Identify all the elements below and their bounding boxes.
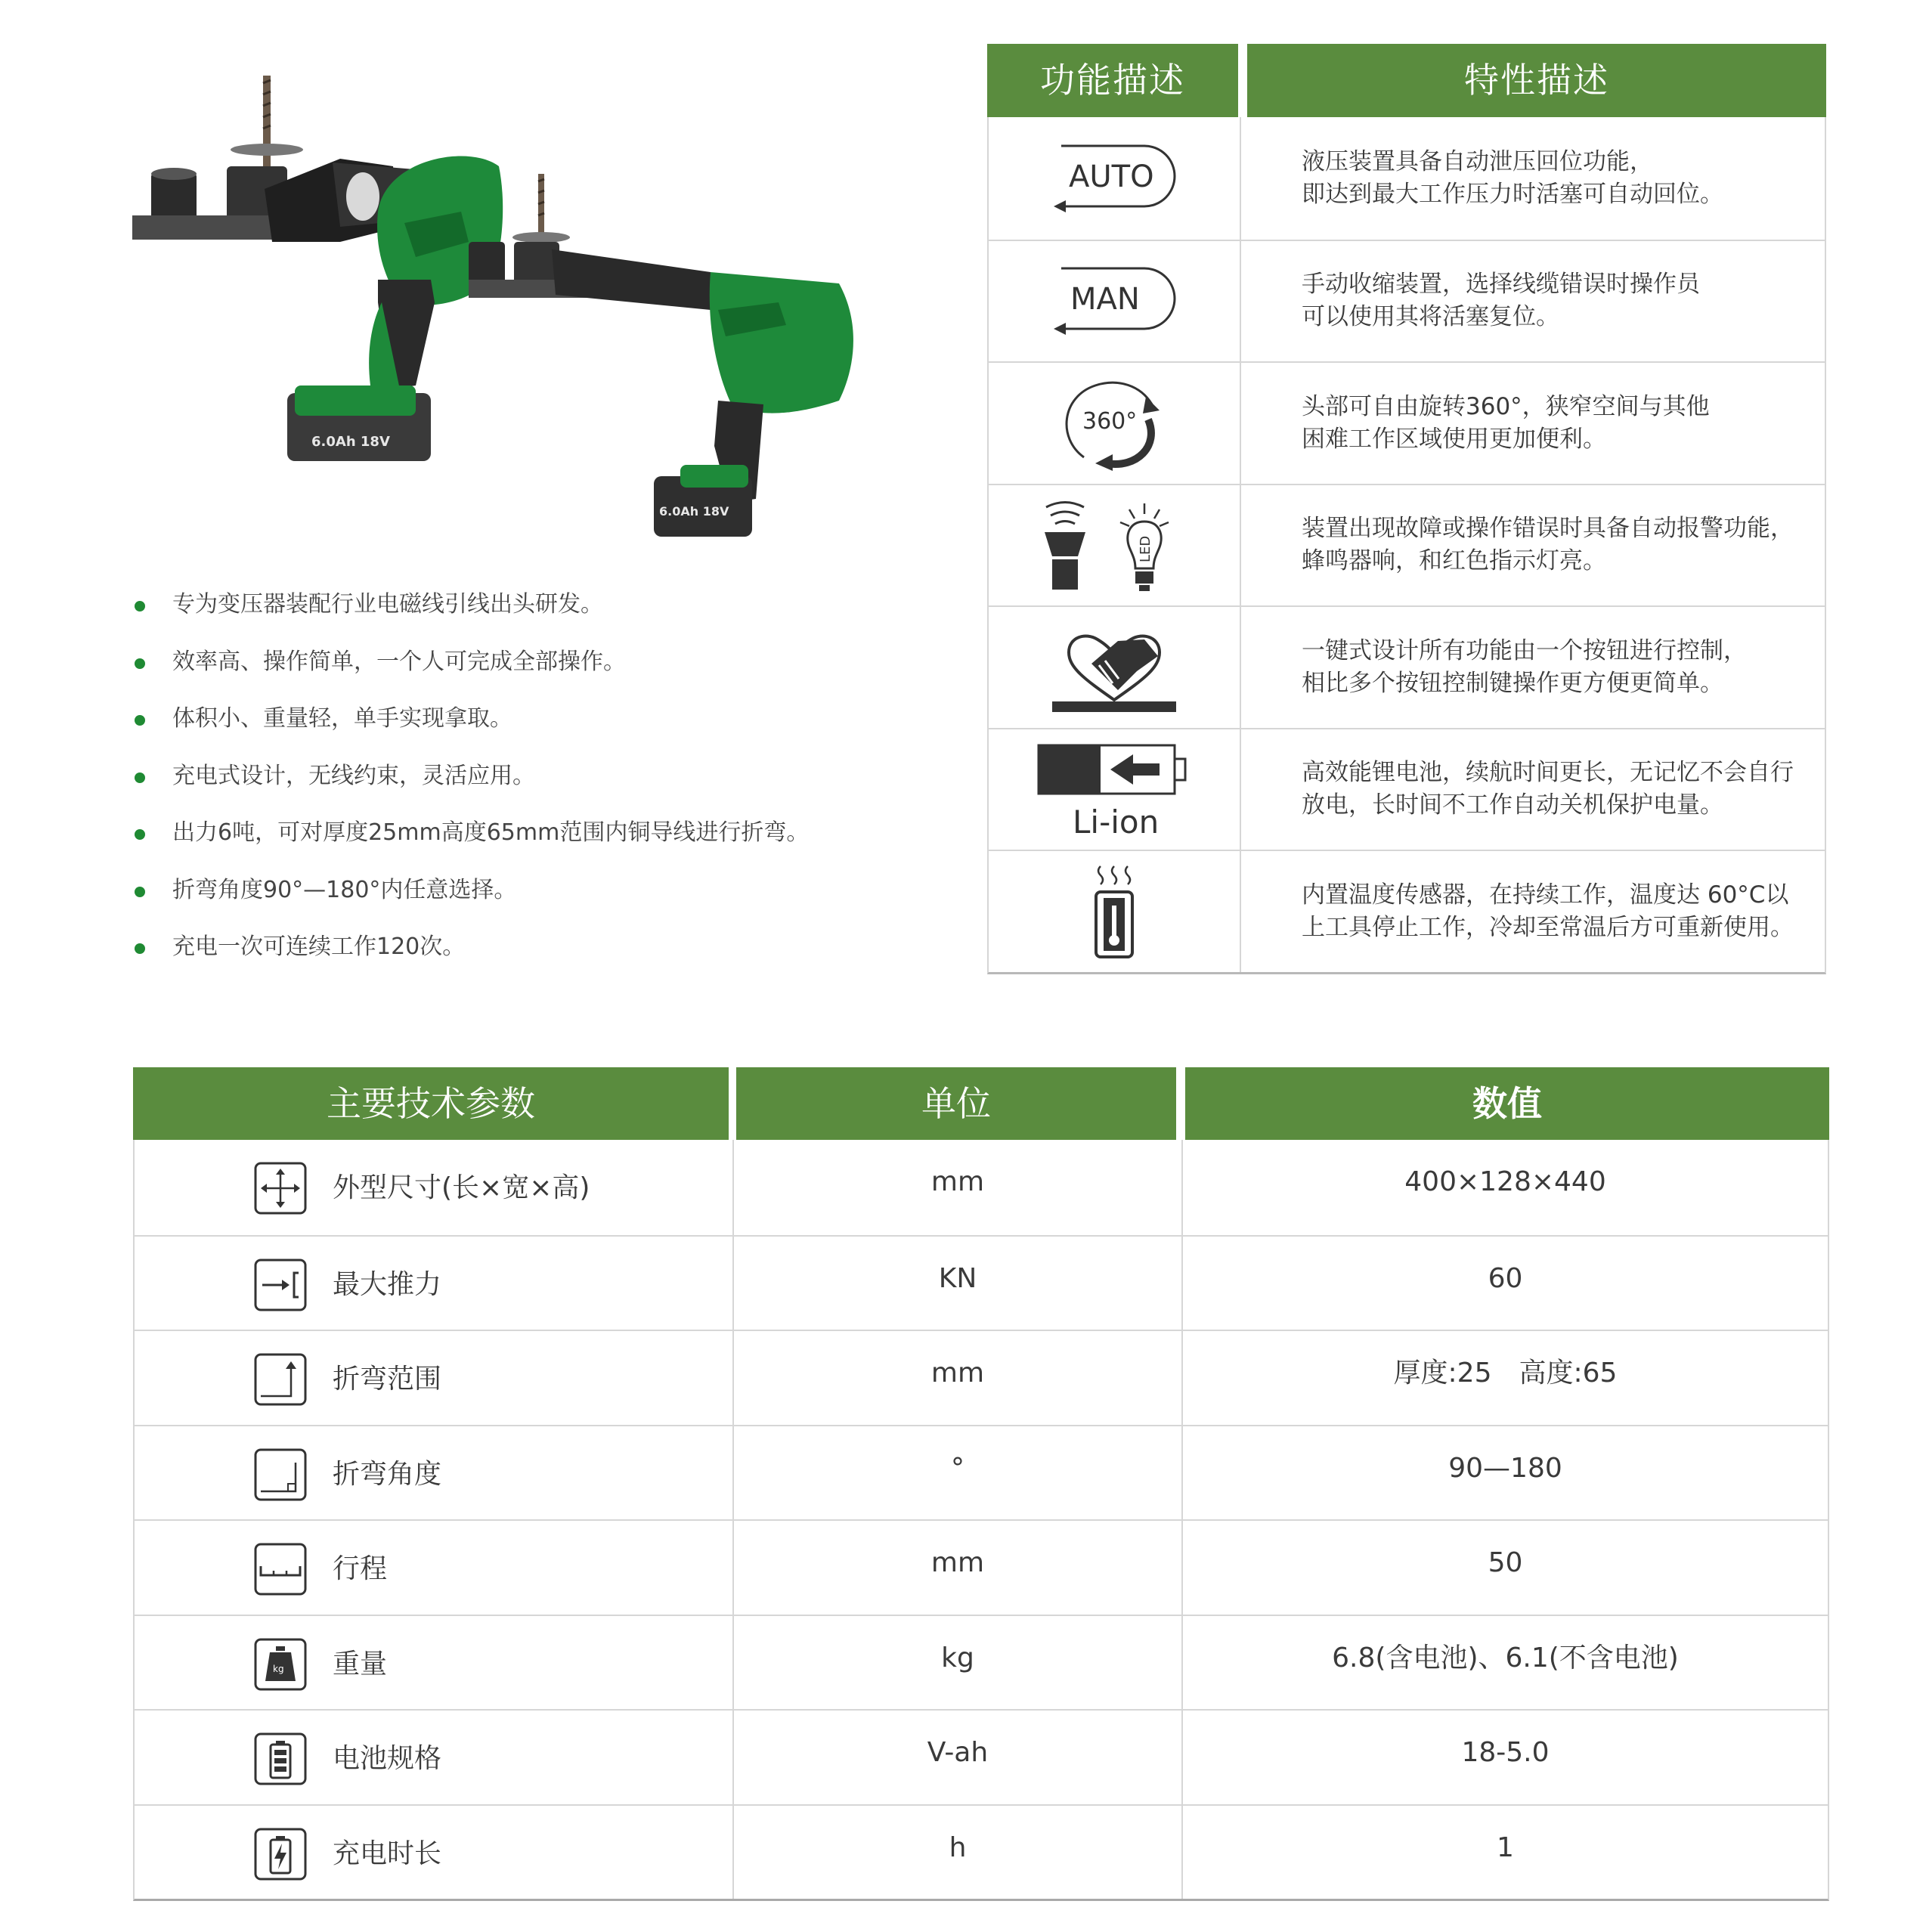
bend-angle-icon: [253, 1447, 308, 1502]
parameter-name: 行程: [333, 1553, 388, 1584]
feature-row-rotate: [989, 361, 1825, 484]
bullet-dot: [135, 658, 145, 669]
bullet-item: 折弯角度90°—180°内任意选择。: [135, 874, 928, 931]
bending-tool-right: [469, 174, 853, 537]
table-row: [135, 1330, 1828, 1425]
value-cell: 6.8(含电池)、6.1(不含电池): [1332, 1642, 1679, 1673]
feature-row-auto: [989, 117, 1825, 240]
unit-cell: KN: [734, 1237, 1183, 1330]
svg-text:Li-ion: Li-ion: [1073, 803, 1160, 841]
table-row: [135, 1425, 1828, 1520]
svg-text:MAN: MAN: [1070, 282, 1140, 317]
spec-table: [133, 1067, 1829, 1901]
table-row: [135, 1804, 1828, 1899]
svg-text:LED: LED: [1138, 535, 1153, 563]
bending-tool-left: [132, 76, 503, 461]
battery-label-right: 6.0Ah 18V: [659, 504, 729, 519]
header-characteristic: 特性描述: [1247, 44, 1826, 117]
battery-spec-icon: [253, 1732, 308, 1786]
parameter-name: 折弯角度: [333, 1458, 442, 1490]
unit-cell: mm: [734, 1331, 1183, 1425]
parameter-name: 重量: [333, 1648, 388, 1680]
bullet-dot: [135, 943, 145, 954]
unit-cell: °: [734, 1426, 1183, 1520]
feature-description: 一键式设计所有功能由一个按钮进行控制， 相比多个按钮控制键操作更方便更简单。: [1302, 636, 1747, 697]
unit-cell: h: [734, 1806, 1183, 1899]
bullet-item: 充电式设计，无线约束，灵活应用。: [135, 760, 928, 817]
bullet-dot: [135, 887, 145, 897]
header-unit: 单位: [736, 1067, 1176, 1140]
table-row: [135, 1140, 1828, 1235]
auto-return-icon: [989, 117, 1241, 240]
value-cell: 60: [1488, 1262, 1523, 1294]
stroke-icon: [253, 1542, 308, 1596]
weight-icon: [253, 1637, 308, 1692]
header-function: 功能描述: [987, 44, 1238, 117]
svg-text:kg: kg: [273, 1663, 284, 1674]
parameter-name: 最大推力: [333, 1268, 442, 1300]
feature-bullet-list: [135, 588, 928, 988]
feature-table-header: [987, 44, 1826, 117]
unit-cell: mm: [734, 1521, 1183, 1615]
unit-cell: mm: [734, 1140, 1183, 1235]
bullet-item: 专为变压器装配行业电磁线引线出头研发。: [135, 588, 928, 646]
tool-illustrations: [113, 53, 892, 552]
feature-description: 高效能锂电池，续航时间更长，无记忆不会自行 放电，长时间不工作自动关机保护电量。: [1302, 759, 1794, 819]
max-force-icon: [253, 1258, 308, 1312]
rotate-360-icon: [989, 363, 1241, 484]
feature-table-body: [987, 117, 1826, 974]
bullet-dot: [135, 772, 145, 783]
parameter-name: 外型尺寸(长×宽×高): [333, 1172, 590, 1203]
feature-description: 内置温度传感器，在持续工作，温度达 60°C以 上工具停止工作，冷却至常温后方可重新使用。: [1302, 881, 1794, 941]
value-cell: 90—180: [1448, 1452, 1562, 1484]
bullet-dot: [135, 715, 145, 726]
one-button-icon: [989, 607, 1241, 728]
bullet-item: 体积小、重量轻，单手实现拿取。: [135, 702, 928, 760]
svg-text:360°: 360°: [1082, 407, 1138, 435]
charge-time-icon: [253, 1827, 308, 1881]
value-cell: 400×128×440: [1404, 1166, 1606, 1197]
value-cell: 50: [1488, 1547, 1523, 1578]
parameter-name: 折弯范围: [333, 1364, 442, 1395]
bend-range-icon: [253, 1352, 308, 1407]
feature-table: [987, 44, 1826, 974]
unit-cell: V-ah: [734, 1711, 1183, 1804]
feature-description: 装置出现故障或操作错误时具备自动报警功能， 蜂鸣器响，和红色指示灯亮。: [1302, 515, 1794, 575]
bullet-item: 出力6吨，可对厚度25mm高度65mm范围内铜导线进行折弯。: [135, 816, 928, 874]
spec-table-header: [133, 1067, 1829, 1140]
bullet-item: 效率高、操作简单，一个人可完成全部操作。: [135, 646, 928, 703]
table-row: [135, 1709, 1828, 1804]
value-cell: 1: [1497, 1831, 1514, 1863]
battery-label-left: 6.0Ah 18V: [311, 434, 390, 450]
manual-return-icon: [989, 241, 1241, 362]
temperature-sensor-icon: [989, 851, 1241, 972]
value-cell: 厚度:25 高度:65: [1393, 1358, 1618, 1389]
alarm-led-icon: [989, 485, 1241, 606]
parameter-name: 充电时长: [333, 1838, 442, 1869]
bullet-item: 充电一次可连续工作120次。: [135, 930, 928, 988]
spec-table-body: [133, 1140, 1829, 1901]
table-row: [135, 1235, 1828, 1330]
unit-cell: kg: [734, 1616, 1183, 1710]
feature-row-alarm: [989, 484, 1825, 606]
feature-row-one-button: [989, 605, 1825, 728]
bullet-dot: [135, 601, 145, 611]
feature-row-temperature: [989, 850, 1825, 972]
feature-row-battery: [989, 728, 1825, 850]
header-parameter: 主要技术参数: [133, 1067, 729, 1140]
dimensions-icon: [253, 1161, 308, 1215]
product-images: [113, 53, 892, 552]
feature-description: 头部可自由旋转360°，狭窄空间与其他 困难工作区域使用更加便利。: [1302, 392, 1710, 453]
led-bulb-icon: [1120, 503, 1169, 591]
table-row: [135, 1519, 1828, 1615]
value-cell: 18-5.0: [1461, 1737, 1550, 1768]
feature-description: 手动收缩装置，选择线缆错误时操作员 可以使用其将活塞复位。: [1302, 271, 1700, 331]
feature-row-manual: [989, 240, 1825, 362]
parameter-name: 电池规格: [333, 1743, 442, 1774]
table-row: [135, 1615, 1828, 1710]
feature-description: 液压装置具备自动泄压回位功能， 即达到最大工作压力时活塞可自动回位。: [1302, 147, 1723, 208]
svg-text:AUTO: AUTO: [1069, 159, 1154, 194]
header-value: 数值: [1185, 1067, 1829, 1140]
buzzer-icon: [1045, 503, 1085, 590]
li-ion-battery-icon: [989, 729, 1241, 850]
bullet-dot: [135, 829, 145, 840]
